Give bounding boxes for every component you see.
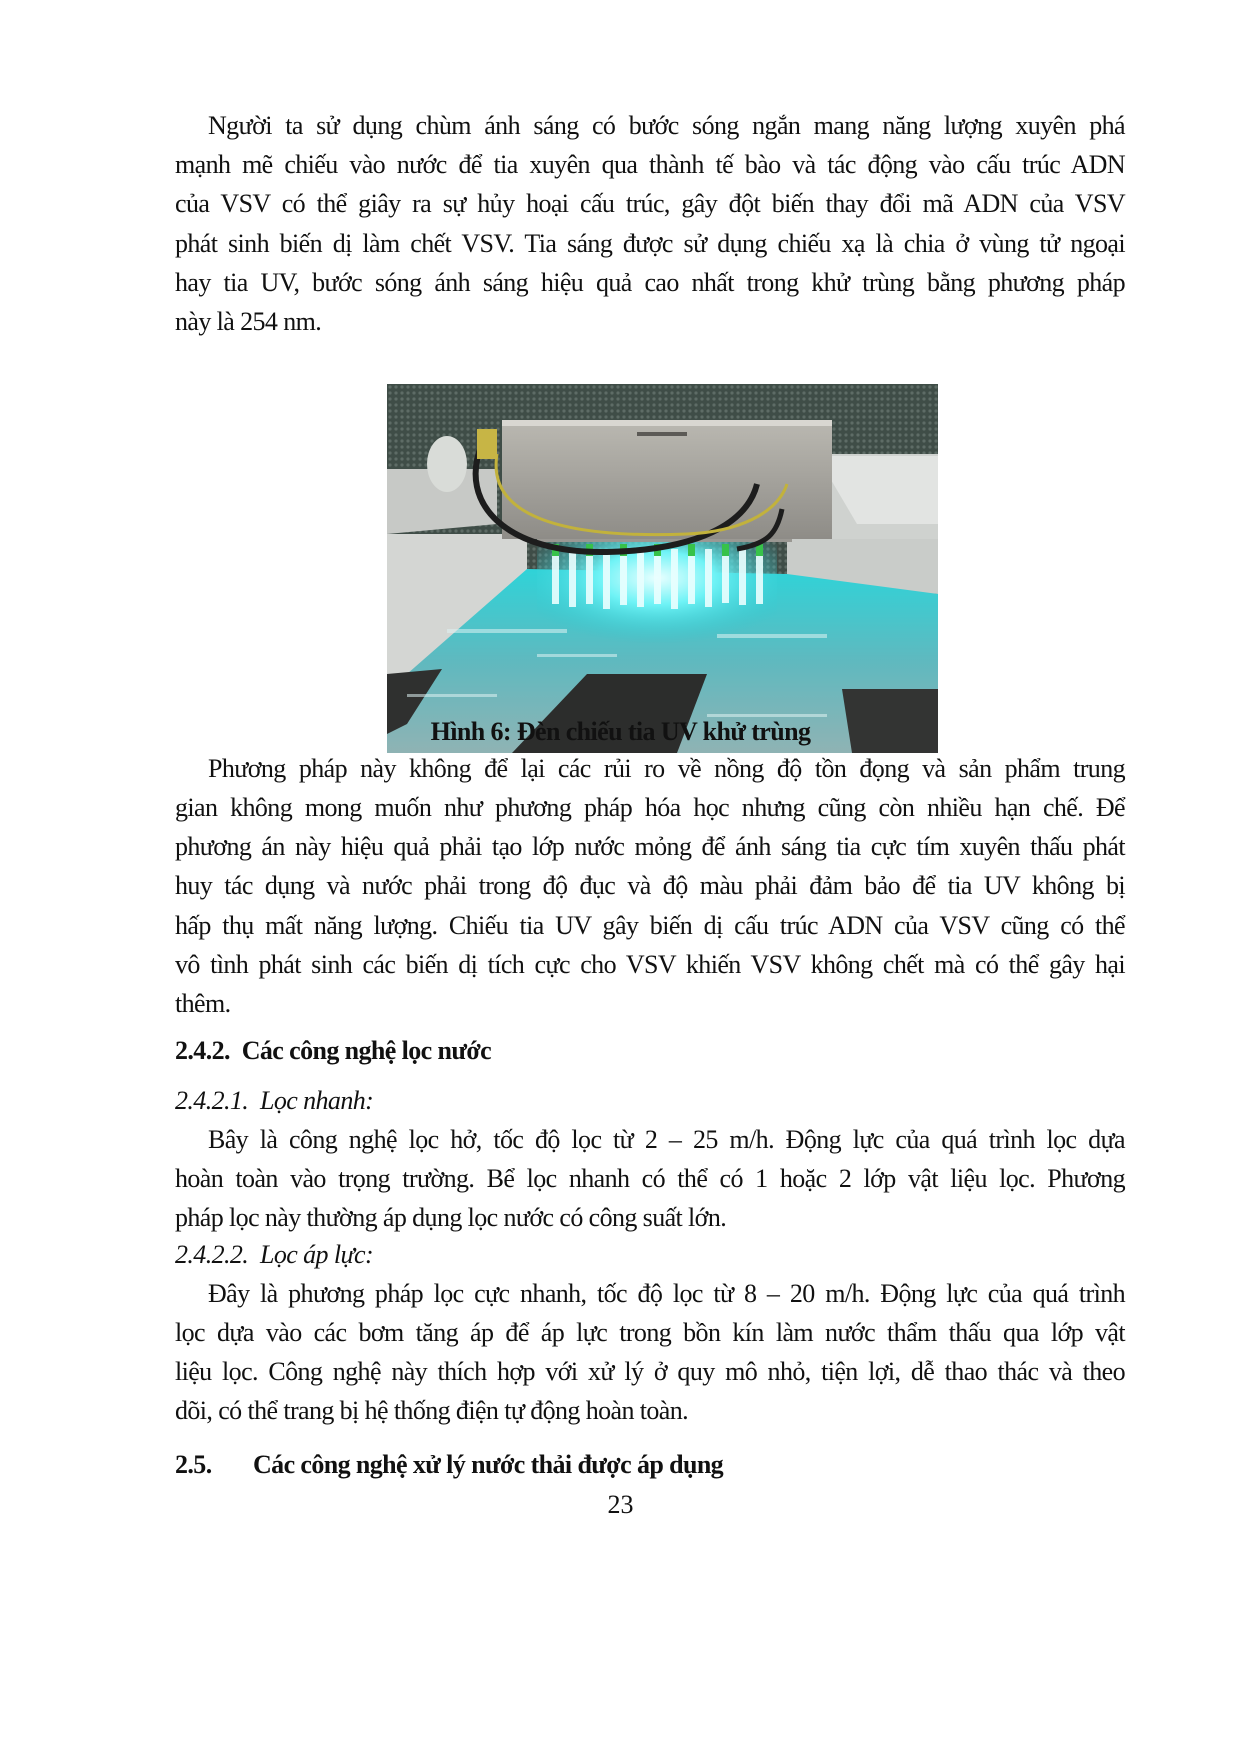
figure-caption: Hình 6: Đèn chiếu tia UV khử trùng bbox=[430, 717, 811, 746]
paragraph-1-line-3: của VSV có thể giây ra sự hủy hoại cấu trúc, gây đột biến thay đổi mã ADN của VSV bbox=[175, 189, 1125, 218]
paragraph-2-line-6: vô tình phát sinh các biến dị tích cực cho VSV khiến VSV không chết mà có thể gây hại bbox=[175, 950, 1125, 979]
uv-lamp-photo bbox=[387, 384, 938, 753]
paragraph-1-line-6: này là 254 nm. bbox=[175, 307, 322, 336]
paragraph-2-line-3: phương án này hiệu quả phải tạo lớp nước mỏng để ánh sáng tia cực tím xuyên thấu phát bbox=[175, 832, 1125, 861]
paragraph-2-line-1: Phương pháp này không để lại các rủi ro về nồng độ tồn đọng và sản phẩm trung bbox=[208, 754, 1125, 783]
paragraph-2-line-5: hấp thụ mất năng lượng. Chiếu tia UV gây biến dị cấu trúc ADN của VSV cũng có thể bbox=[175, 911, 1125, 940]
paragraph-2-line-7: thêm. bbox=[175, 989, 231, 1018]
subsection-2421-line-1: Bây là công nghệ lọc hở, tốc độ lọc từ 2 – 25 m/h. Động lực của quá trình lọc dựa bbox=[208, 1125, 1125, 1154]
paragraph-1-line-4: phát sinh biến dị làm chết VSV. Tia sáng được sử dụng chiếu xạ là chia ở vùng tử ngoại bbox=[175, 229, 1125, 258]
paragraph-2-line-2: gian không mong muốn như phương pháp hóa học nhưng cũng còn nhiều hạn chế. Để bbox=[175, 793, 1125, 822]
paragraph-1-line-2: mạnh mẽ chiếu vào nước để tia xuyên qua thành tế bào và tác động vào cấu trúc ADN bbox=[175, 150, 1125, 179]
subsection-title: Lọc nhanh: bbox=[260, 1086, 374, 1115]
page-number: 23 bbox=[607, 1490, 634, 1519]
subsection-2422-line-2: lọc dựa vào các bơm tăng áp để áp lực trong bồn kín làm nước thẩm thấu qua lớp vật bbox=[175, 1318, 1125, 1347]
paragraph-1-line-1: Người ta sử dụng chùm ánh sáng có bước sóng ngắn mang năng lượng xuyên phá bbox=[208, 111, 1125, 140]
subsection-2421-line-2: hoàn toàn vào trọng trường. Bể lọc nhanh có thể có 1 hoặc 2 lớp vật liệu lọc. Phương bbox=[175, 1164, 1125, 1193]
subsection-2422-line-4: dõi, có thể trang bị hệ thống điện tự động hoàn toàn. bbox=[175, 1396, 689, 1425]
section-heading-2-5 bbox=[175, 1450, 1125, 1480]
section-title: Các công nghệ xử lý nước thải được áp dụng bbox=[253, 1450, 724, 1479]
subsection-number: 2.4.2.2. bbox=[175, 1240, 249, 1269]
section-title: Các công nghệ lọc nước bbox=[241, 1036, 492, 1065]
section-number: 2.5. bbox=[175, 1450, 212, 1479]
subsection-heading-2-4-2-2 bbox=[175, 1240, 1125, 1270]
subsection-2422-line-3: liệu lọc. Công nghệ này thích hợp với xử lý ở quy mô nhỏ, tiện lợi, dễ thao thác và theo bbox=[175, 1357, 1125, 1386]
subsection-2421-line-3: pháp lọc này thường áp dụng lọc nước có công suất lớn. bbox=[175, 1203, 727, 1232]
paragraph-1-line-5: hay tia UV, bước sóng ánh sáng hiệu quả cao nhất trong khử trùng bằng phương pháp bbox=[175, 268, 1125, 297]
section-number: 2.4.2. bbox=[175, 1036, 230, 1065]
subsection-2422-line-1: Đây là phương pháp lọc cực nhanh, tốc độ lọc từ 8 – 20 m/h. Động lực của quá trình bbox=[208, 1279, 1125, 1308]
subsection-title: Lọc áp lực: bbox=[260, 1240, 374, 1269]
paragraph-2-line-4: huy tác dụng và nước phải trong độ đục và độ màu phải đảm bảo để tia UV không bị bbox=[175, 871, 1125, 900]
subsection-heading-2-4-2-1 bbox=[175, 1086, 1125, 1116]
section-heading-2-4-2 bbox=[175, 1036, 1125, 1066]
subsection-number: 2.4.2.1. bbox=[175, 1086, 249, 1115]
